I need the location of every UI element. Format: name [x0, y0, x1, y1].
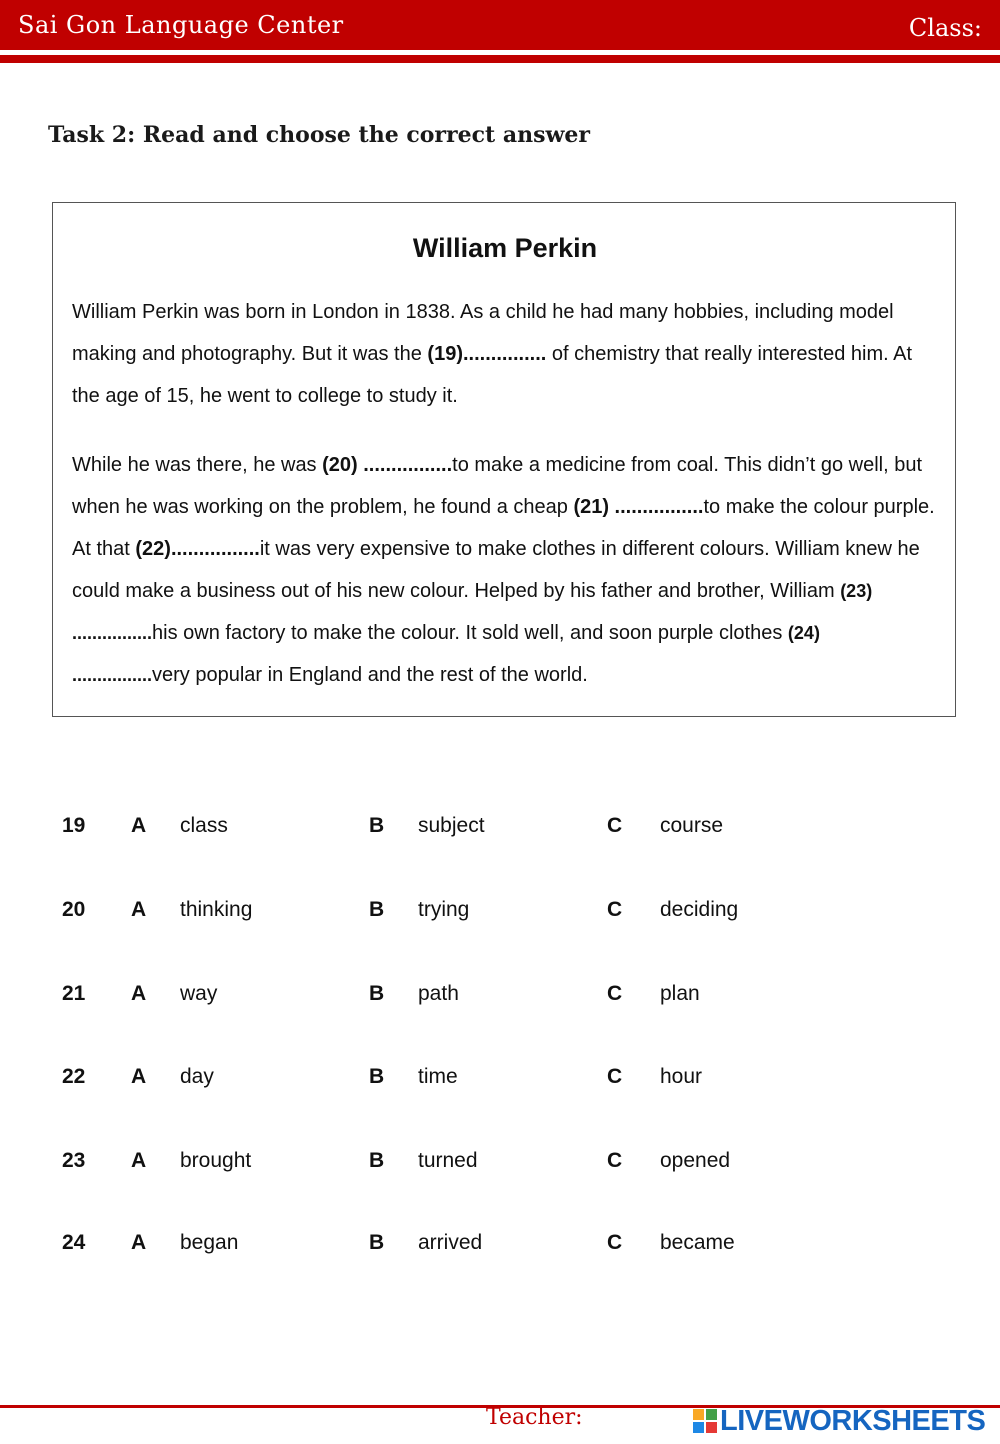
- option-b-letter: B: [369, 1065, 385, 1088]
- liveworksheets-brand: [692, 1404, 985, 1438]
- option-a[interactable]: day: [180, 1065, 214, 1088]
- passage-paragraph-1: [72, 291, 942, 417]
- option-c-letter: C: [607, 814, 623, 837]
- question-row: [0, 898, 1000, 928]
- p2-text-6: very popular in England and the rest of the world.: [152, 664, 588, 686]
- option-c-letter: C: [607, 1065, 623, 1088]
- option-a[interactable]: thinking: [180, 898, 253, 921]
- question-number: 23: [62, 1149, 86, 1172]
- question-row: [0, 1231, 1000, 1261]
- p1-text-before: William Perkin was born in London in 1838. As a child he had many hobbies, including model making and photography. But it was the: [72, 301, 894, 365]
- gap-19: (19)...............: [427, 343, 547, 365]
- option-b[interactable]: time: [418, 1065, 458, 1088]
- option-c-letter: C: [607, 1149, 623, 1172]
- p2-text-5: his own factory to make the colour. It sold well, and soon purple clothes: [152, 622, 788, 644]
- option-a[interactable]: brought: [180, 1149, 252, 1172]
- gap-20: (20) ................: [322, 454, 453, 476]
- option-a[interactable]: class: [180, 814, 228, 837]
- gap-21: (21) ................: [573, 496, 704, 518]
- option-b-letter: B: [369, 898, 385, 921]
- header-divider: [0, 55, 1000, 63]
- question-number: 19: [62, 814, 86, 837]
- option-c-letter: C: [607, 982, 623, 1005]
- option-c[interactable]: deciding: [660, 898, 739, 921]
- question-number: 21: [62, 982, 86, 1005]
- option-a-letter: A: [131, 1149, 147, 1172]
- question-number: 20: [62, 898, 86, 921]
- passage-title: William Perkin: [412, 233, 598, 263]
- option-c[interactable]: course: [660, 814, 724, 837]
- option-c[interactable]: became: [660, 1231, 735, 1254]
- teacher-label: Teacher:: [486, 1405, 583, 1430]
- option-c[interactable]: hour: [660, 1065, 703, 1088]
- liveworksheets-logo-icon: [692, 1408, 718, 1434]
- option-b-letter: B: [369, 1149, 385, 1172]
- question-number: 24: [62, 1231, 86, 1254]
- passage-box: [52, 202, 956, 717]
- option-b-letter: B: [369, 1231, 385, 1254]
- passage-paragraph-2: [72, 444, 942, 696]
- option-b-letter: B: [369, 982, 385, 1005]
- p2-text-4: it was very expensive to make clothes in different colours. William knew he could make a business out of his new colour. Helped by his father and brother, William: [72, 538, 920, 602]
- p2-text-1: While he was there, he was: [72, 454, 323, 476]
- option-b[interactable]: arrived: [418, 1231, 483, 1254]
- class-label: Class:: [908, 14, 982, 42]
- question-row: [0, 1065, 1000, 1095]
- question-row: [0, 982, 1000, 1012]
- header-bar: [0, 0, 1000, 50]
- option-b-letter: B: [369, 814, 385, 837]
- gap-22: (22)................: [135, 538, 260, 560]
- option-a-letter: A: [131, 1231, 147, 1254]
- option-c-letter: C: [607, 898, 623, 921]
- option-a-letter: A: [131, 982, 147, 1005]
- option-b[interactable]: turned: [418, 1149, 478, 1172]
- question-row: [0, 814, 1000, 844]
- center-name: Sai Gon Language Center: [18, 11, 344, 39]
- gap-23: (23) ................: [72, 581, 873, 643]
- option-b[interactable]: trying: [418, 898, 470, 921]
- option-c[interactable]: plan: [660, 982, 700, 1005]
- p2-text-3: to make the colour purple. At that: [72, 496, 935, 560]
- question-number: 22: [62, 1065, 86, 1088]
- option-a[interactable]: way: [180, 982, 218, 1005]
- task-title: Task 2: Read and choose the correct answer: [48, 122, 590, 148]
- gap-24: (24) ................: [72, 623, 820, 685]
- question-row: [0, 1149, 1000, 1179]
- option-b[interactable]: subject: [418, 814, 485, 837]
- p2-text-2: to make a medicine from coal. This didn’t go well, but when he was working on the problem, he found a cheap: [72, 454, 923, 518]
- option-a-letter: A: [131, 814, 147, 837]
- p1-text-after: of chemistry that really interested him. At the age of 15, he went to college to study it.: [72, 343, 913, 407]
- brand-name: LIVEWORKSHEETS: [720, 1404, 986, 1437]
- option-a-letter: A: [131, 1065, 147, 1088]
- option-a-letter: A: [131, 898, 147, 921]
- option-b[interactable]: path: [418, 982, 459, 1005]
- option-a[interactable]: began: [180, 1231, 239, 1254]
- option-c[interactable]: opened: [660, 1149, 731, 1172]
- option-c-letter: C: [607, 1231, 623, 1254]
